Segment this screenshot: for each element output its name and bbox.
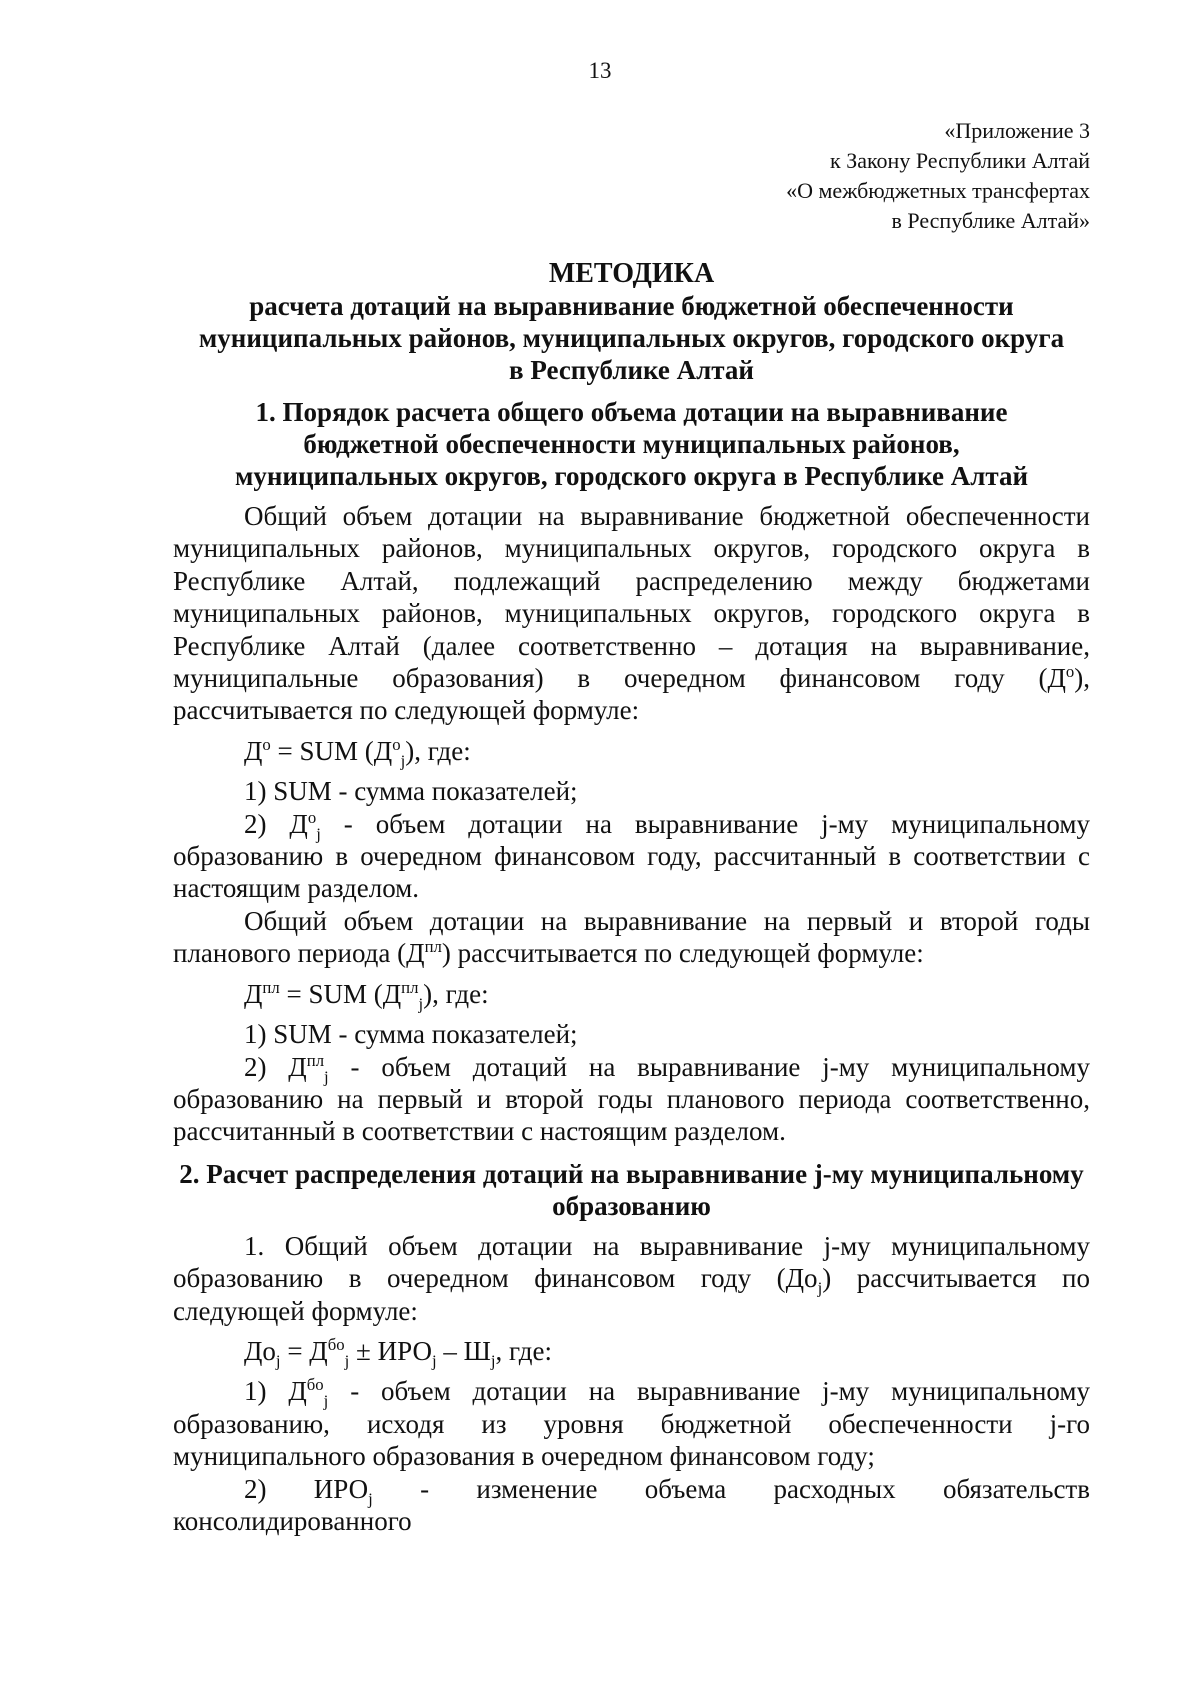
superscript: пл [401, 977, 419, 997]
formula [173, 734, 1090, 771]
item-text: - объем дотации на выравнивание j-му муниципальному образованию, исходя из уровня бюджетной обеспеченности j-го муниципального образования в очередном финансовом году; [173, 1376, 1090, 1472]
heading-line: муниципальных округов, городского округа в Республике Алтай [234, 461, 1029, 491]
paragraph-text: Общий объем дотации на выравнивание на первый и второй годы планового периода (Д [173, 905, 1090, 969]
formula-part: До [244, 1335, 276, 1366]
formula-part: Д [244, 735, 263, 766]
formula-part: Д [244, 978, 263, 1009]
appendix-line: в Республике Алтай» [891, 208, 1090, 233]
item-text: - объем дотаций на выравнивание j-му муниципальному образованию на первый и второй годы планового периода соответственно, рассчитанный в соответствии с настоящим разделом. [173, 1051, 1090, 1147]
appendix-line: «Приложение 3 [944, 118, 1090, 143]
item-text: 1) Д [244, 1376, 307, 1407]
superscript: о [392, 734, 401, 754]
superscript: бо [306, 1375, 324, 1395]
superscript: пл [262, 977, 280, 997]
formula-part: = Д [280, 1335, 328, 1366]
item-text: 2) ИРО [244, 1473, 369, 1504]
document-body [173, 258, 1090, 1537]
subscript: j [490, 1351, 496, 1371]
title-line: МЕТОДИКА [548, 258, 715, 289]
paragraph [173, 500, 1090, 727]
list-item [173, 1375, 1090, 1472]
page-number: 13 [588, 58, 612, 83]
subscript: j [275, 1351, 281, 1371]
subscript: j [324, 1066, 329, 1086]
subscript: j [368, 1488, 373, 1508]
superscript: о [1065, 662, 1075, 682]
superscript: о [307, 807, 317, 827]
paragraph-text: ), рассчитывается по следующей формуле: [173, 663, 1090, 726]
appendix-line: «О межбюджетных трансфертах [786, 178, 1090, 203]
subscript: j [323, 1391, 329, 1411]
subscript: j [817, 1278, 823, 1298]
subscript: j [316, 824, 321, 844]
list-item: 1) SUM - сумма показателей; [244, 776, 578, 807]
list-item [173, 1051, 1090, 1148]
subscript: j [344, 1351, 350, 1371]
list-item [173, 1473, 1090, 1538]
paragraph [173, 905, 1090, 970]
formula-part: ), где: [423, 978, 489, 1009]
appendix-reference [786, 116, 1090, 236]
item-text: - объем дотации на выравнивание j-му муниципальному образованию в очередном финансовом году, рассчитанный в соответствии с настоящим разделом. [173, 808, 1090, 904]
document-title [173, 258, 1090, 386]
superscript: бо [327, 1334, 345, 1354]
superscript: о [262, 734, 271, 754]
superscript: пл [424, 937, 442, 957]
paragraph-text: ) рассчитывается по следующей формуле: [173, 1263, 1090, 1326]
formula-part: = SUM (Д [270, 735, 393, 766]
item-text: 2) Д [244, 808, 308, 839]
item-text: - изменение объема расходных обязательств консолидированного [173, 1473, 1090, 1536]
title-line: расчета дотаций на выравнивание бюджетной обеспеченности [249, 291, 1014, 321]
paragraph-text: Общий объем дотации на выравнивание бюджетной обеспеченности муниципальных районов, муниципальных округов, городского округа в Республике Алтай, подлежащий распределению между бюджетами муниципальных районов, муниципальных округов, городского округа в Республике Алтай (далее соответственно – дотация на выравнивание, муниципальные образования) в очередном финансовом году (Д [173, 501, 1090, 694]
paragraph [173, 1230, 1090, 1327]
title-line: в Республике Алтай [509, 355, 754, 385]
formula [173, 1334, 1090, 1371]
paragraph-text: 1. Общий объем дотации на выравнивание j-му муниципальному образованию в очередном финансовом году (До [173, 1230, 1090, 1294]
heading-line: 1. Порядок расчета общего объема дотации на выравнивание [255, 397, 1008, 427]
item-text: 2) Д [244, 1051, 307, 1082]
title-line: муниципальных районов, муниципальных округов, городского округа [198, 323, 1065, 353]
heading-line: 2. Расчет распределения дотаций на выравнивание j-му муниципальному [179, 1158, 1084, 1189]
subscript: j [400, 751, 406, 771]
heading-line: бюджетной обеспеченности муниципальных районов, [303, 429, 960, 459]
subscript: j [418, 994, 424, 1014]
formula-part: ± ИРО [349, 1335, 432, 1366]
list-item [173, 808, 1090, 905]
superscript: пл [306, 1050, 325, 1070]
formula-part: , где: [495, 1335, 552, 1366]
formula-part: – Ш [436, 1335, 491, 1366]
formula [173, 977, 1090, 1014]
heading-line: образованию [552, 1190, 711, 1221]
formula-part: ), где: [405, 735, 471, 766]
formula-part: = SUM (Д [279, 978, 402, 1009]
list-item: 1) SUM - сумма показателей; [244, 1019, 578, 1050]
appendix-line: к Закону Республики Алтай [830, 148, 1090, 173]
paragraph-text: ) рассчитывается по следующей формуле: [441, 938, 924, 969]
section-2-heading [173, 1158, 1090, 1222]
subscript: j [431, 1351, 437, 1371]
section-1-heading [173, 396, 1090, 492]
